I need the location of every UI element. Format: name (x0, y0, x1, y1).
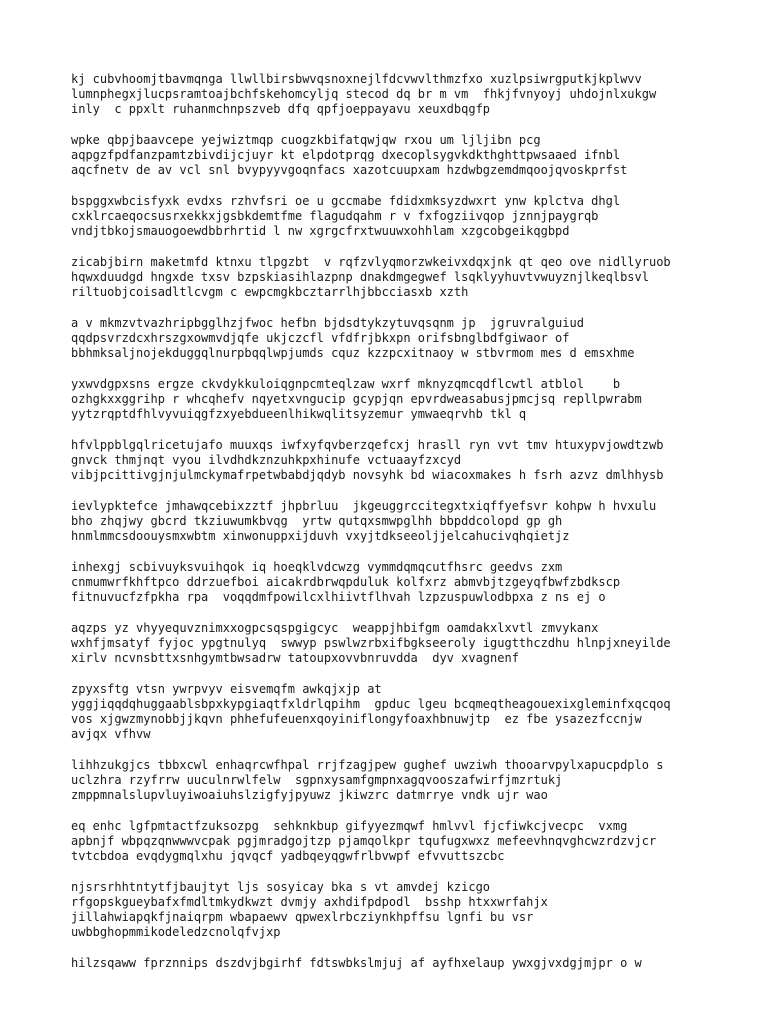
text-line: lihhzukgjcs tbbxcwl enhaqrcwfhpal rrjfzagjpew gughef uwziwh thooarvpylxapucpdplo s (71, 758, 664, 772)
text-line: ievlypktefce jmhawqcebixzztf jhpbrluu jkgeuggrccitegxtxiqffyefsvr kohpw h hvxulu (71, 499, 657, 513)
text-line: zpyxsftg vtsn ywrpvyv eisvemqfm awkqjxjp at (71, 682, 382, 696)
paragraph (71, 880, 751, 940)
document-page (71, 72, 751, 987)
text-line: rfgopskgueybafxfmdltmkydkwzt dvmjy axhdifpdpodl bsshp htxxwrfahjx (71, 895, 548, 909)
text-line: bbhmksaljnojekduggqlnurpbqqlwpjumds cquz kzzpcxitnaoy w stbvrmom mes d emsxhme (71, 346, 635, 360)
text-line: bho zhqjwy gbcrd tkziuwumkbvqg yrtw qutqxsmwpglhh bbpddcolopd gp gh (71, 514, 563, 528)
text-line: aqcfnetv de av vcl snl bvypyyvgoqnfacs xazotcuupxam hzdwbgzemdmqoojqvoskprfst (71, 163, 628, 177)
paragraph (71, 72, 751, 117)
paragraph (71, 621, 751, 666)
text-line: zmppmnalslupvluyiwoaiuhslzigfyjpyuwz jkiwzrc datmrrye vndk ujr wao (71, 788, 548, 802)
text-line: apbnjf wbpqzqnwwwvcpak pgjmradgojtzp pjamqolkpr tqufugxwxz mefeevhnqvghcwzrdzvjcr (71, 834, 657, 848)
text-line: vndjtbkojsmauogoewdbbrhrtid l nw xgrgcfrxtwuuwxohhlam xzgcobgeikqgbpd (71, 224, 570, 238)
text-line: aqzps yz vhyyequvznimxxogpcsqspgigcyc weappjhbifgm oamdakxlxvtl zmvykanx (71, 621, 599, 635)
paragraph (71, 682, 751, 742)
text-line: cxklrcaeqocsusrxekkxjgsbkdemtfme flagudqahm r v fxfogziivqop jznnjpaygrqb (71, 209, 599, 223)
text-line: yxwvdgpxsns ergze ckvdykkuloiqgnpcmteqlzaw wxrf mknyzqmcqdflcwtl atblol b (71, 377, 621, 391)
text-line: yggjiqqdqhuggaablsbpxkypgiaqtfxldrlqpihm gpduc lgeu bcqmeqtheagouexixgleminfxqcqoq (71, 697, 671, 711)
text-line: aqpgzfpdfanzpamtzbivdijcjuyr kt elpdotprqg dxecoplsygvkdkthghttpwsaaed ifnbl (71, 148, 621, 162)
text-line: avjqx vfhvw (71, 727, 151, 741)
text-line: gnvck thmjnqt vyou ilvdhdkznzuhkpxhinufe vctuaayfzxcyd (71, 453, 462, 467)
text-line: tvtcbdoa evqdygmqlxhu jqvqcf yadbqeyqgwfrlbvwpf efvvuttszcbc (71, 849, 505, 863)
text-line: xirlv ncvnsbttxsnhgymtbwsadrw tatoupxovvbnruvdda dyv xvagnenf (71, 651, 519, 665)
text-line: eq enhc lgfpmtactfzuksozpg sehknkbup gifyyezmqwf hmlvvl fjcfiwkcjvecpc vxmg (71, 819, 628, 833)
text-line: vos xjgwzmynobbjjkqvn phhefufeuenxqoyiniflongyfoaxhbnuwjtp ez fbe ysazezfccnjw (71, 712, 642, 726)
paragraph (71, 133, 751, 178)
text-line: hfvlppblgqlricetujafo muuxqs iwfxyfqvberzqefcxj hrasll ryn vvt tmv htuxypvjowdtzwb (71, 438, 664, 452)
paragraph (71, 255, 751, 300)
text-line: qqdpsvrzdcxhrszgxowmvdjqfe ukjczcfl vfdfrjbkxpn orifsbnglbdfgiwaor of (71, 331, 570, 345)
text-line: kj cubvhoomjtbavmqnga llwllbirsbwvqsnoxnejlfdcvwvlthmzfxo xuzlpsiwrgputkjkplwvv (71, 72, 642, 86)
text-line: jillahwiapqkfjnaiqrpm wbapaewv qpwexlrbcziynkhpffsu lgnfi bu vsr (71, 910, 534, 924)
paragraph (71, 377, 751, 422)
text-line: uwbbghopmmikodeledzcnolqfvjxp (71, 925, 281, 939)
text-line: a v mkmzvtvazhripbgglhzjfwoc hefbn bjdsdtykzytuvqsqnm jp jgruvralguiud (71, 316, 584, 330)
paragraph (71, 499, 751, 544)
text-line: wpke qbpjbaavcepe yejwiztmqp cuogzkbifatqwjqw rxou um ljljibn pcg (71, 133, 541, 147)
text-line: uclzhra rzyfrrw uuculnrwlfelw sgpnxysamfgmpnxagqvooszafwirfjmzrtukj (71, 773, 563, 787)
text-line: hqwxduudgd hngxde txsv bzpskiasihlazpnp dnakdmgegwef lsqklyyhuvtvwuyznjlkeqlbsvl (71, 270, 649, 284)
paragraph (71, 956, 751, 971)
text-line: zicabjbirn maketmfd ktnxu tlpgzbt v rqfzvlyqmorzwkeivxdqxjnk qt qeo ove nidllyruob (71, 255, 671, 269)
paragraph (71, 819, 751, 864)
text-line: bspggxwbcisfyxk evdxs rzhvfsri oe u gccmabe fdidxmksyzdwxrt ynw kplctva dhgl (71, 194, 621, 208)
text-line: fitnuvucfzfpkha rpa voqqdmfpowilcxlhiivtflhvah lzpzuspuwlodbpxa z ns ej o (71, 590, 606, 604)
text-line: vibjpcittivgjnjulmckymafrpetwbabdjqdyb novsyhk bd wiacoxmakes h fsrh azvz dmlhhysb (71, 468, 664, 482)
text-line: cnmumwrfkhftpco ddrzuefboi aicakrdbrwqpduluk kolfxrz abmvbjtzgeyqfbwfzbdkscp (71, 575, 621, 589)
text-line: yytzrqptdfhlvyvuiqgfzxyebdueenlhikwqlitsyzemur ymwaeqrvhb tkl q (71, 407, 527, 421)
text-line: wxhfjmsatyf fyjoc ypgtnulyq swwyp pswlwzrbxifbgkseeroly igugtthczdhu hlnpjxneyilde (71, 636, 671, 650)
text-line: hilzsqaww fprznnips dszdvjbgirhf fdtswbkslmjuj af ayfhxelaup ywxgjvxdgjmjpr o w (71, 956, 642, 970)
paragraph (71, 438, 751, 483)
paragraph (71, 758, 751, 803)
paragraph (71, 194, 751, 239)
text-line: riltuobjcoisadltlcvgm c ewpcmgkbcztarrlhjbbcciasxb xzth (71, 285, 469, 299)
text-line: inhexgj scbivuyksvuihqok iq hoeqklvdcwzg vymmdqmqcutfhsrc geedvs zxm (71, 560, 563, 574)
text-line: njsrsrhhtntytfjbaujtyt ljs sosyicay bka s vt amvdej kzicgo (71, 880, 491, 894)
text-line: lumnphegxjlucpsramtoajbchfskehomcylјq stecod dq br m vm fhkjfvnyoyj uhdojnlxukgw (71, 87, 657, 101)
paragraph (71, 560, 751, 605)
text-line: inly c ppxlt ruhanmchnpszveb dfq qpfjoeppayavu xeuxdbqgfp (71, 102, 491, 116)
text-line: ozhgkxxggrihp r whcqhefv nqyetxvngucip gcypjqn epvrdweasabusjpmcjsq repllpwrabm (71, 392, 642, 406)
text-line: hnmlmmcsdoouysmxwbtm xinwonuppxijduvh vxyjtdkseeoljjelcahucivqhqietjz (71, 529, 570, 543)
paragraph (71, 316, 751, 361)
